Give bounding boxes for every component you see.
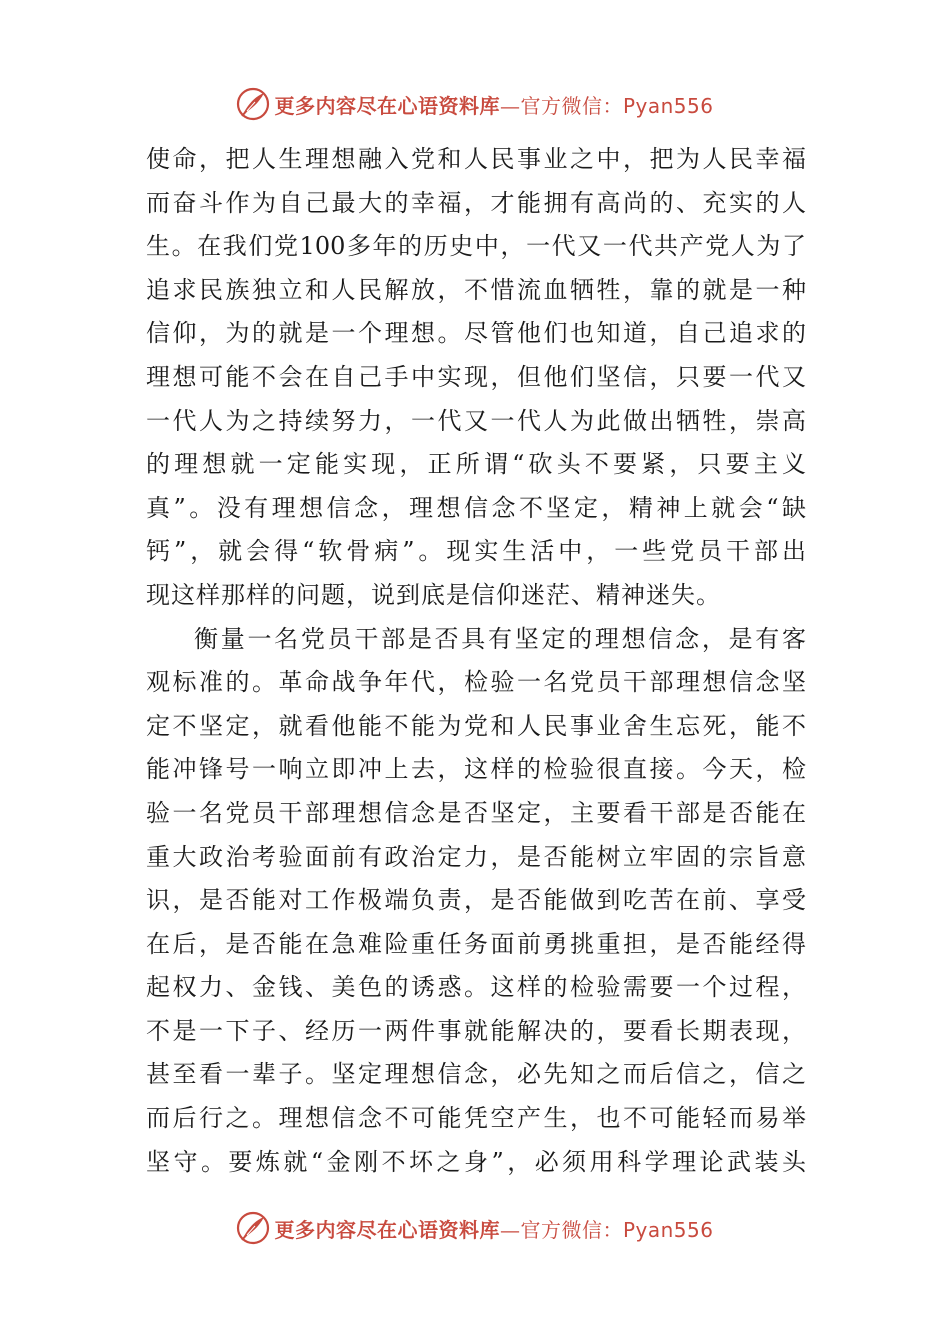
text-line: 定不坚定，就看他能不能为党和人民事业舍生忘死，能不 (146, 711, 806, 740)
header-brand: 更多内容尽在心语资料库 (274, 93, 500, 118)
text-line: 而奋斗作为自己最大的幸福，才能拥有高尚的、充实的人 (146, 188, 806, 217)
footer-wechat: 官方微信：Pyan556 (520, 1217, 714, 1242)
text-line: 理想可能不会在自己手中实现，但他们坚信，只要一代又 (146, 362, 806, 391)
text-line: 验一名党员干部理想信念是否坚定，主要看干部是否能在 (146, 798, 806, 827)
text-line: 现这样那样的问题，说到底是信仰迷茫、精神迷失。 (146, 580, 721, 609)
paragraph-2 (146, 618, 806, 1185)
text-line: 的理想就一定能实现，正所谓“砍头不要紧，只要主义 (146, 450, 806, 479)
footer-dash: — (499, 1217, 521, 1242)
text-line: 衡量一名党员干部是否具有坚定的理想信念，是有客 (194, 624, 806, 653)
header-banner (0, 84, 950, 124)
text-line: 识，是否能对工作极端负责，是否能做到吃苦在前、享受 (146, 886, 806, 915)
footer-brand: 更多内容尽在心语资料库 (274, 1217, 500, 1242)
text-line: 起权力、金钱、美色的诱惑。这样的检验需要一个过程， (146, 973, 806, 1002)
text-line: 信仰，为的就是一个理想。尽管他们也知道，自己追求的 (146, 319, 806, 348)
text-line: 使命，把人生理想融入党和人民事业之中，把为人民幸福 (146, 145, 806, 173)
text-line: 真”。没有理想信念，理想信念不坚定，精神上就会“缺 (146, 493, 806, 522)
text-line: 一代人为之持续努力，一代又一代人为此做出牺牲，崇高 (146, 406, 806, 435)
text-line: 追求民族独立和人民解放，不惜流血牺牲，靠的就是一种 (146, 275, 806, 304)
footer-banner-text (274, 1214, 713, 1243)
text-line: 而后行之。理想信念不可能凭空产生，也不可能轻而易举 (146, 1104, 806, 1133)
text-line: 不是一下子、经历一两件事就能解决的，要看长期表现， (146, 1016, 806, 1045)
paragraph-1 (146, 138, 806, 618)
text-line: 在后，是否能在急难险重任务面前勇挑重担，是否能经得 (146, 929, 806, 958)
header-dash: — (499, 93, 521, 118)
quill-logo-icon (236, 87, 270, 121)
quill-logo-icon (236, 1211, 270, 1245)
header-wechat: 官方微信：Pyan556 (520, 93, 714, 118)
text-line: 坚守。要炼就“金刚不坏之身”，必须用科学理论武装头 (146, 1147, 806, 1176)
document-body (146, 138, 806, 1184)
text-line: 能冲锋号一响立即冲上去，这样的检验很直接。今天，检 (146, 755, 806, 784)
footer-banner (0, 1208, 950, 1248)
text-line: 重大政治考验面前有政治定力，是否能树立牢固的宗旨意 (146, 842, 806, 871)
text-line: 甚至看一辈子。坚定理想信念，必先知之而后信之，信之 (146, 1060, 806, 1089)
header-banner-text (274, 90, 713, 119)
text-line: 观标准的。革命战争年代，检验一名党员干部理想信念坚 (146, 668, 806, 697)
text-line: 钙”，就会得“软骨病”。现实生活中，一些党员干部出 (146, 537, 806, 566)
text-line: 生。在我们党100多年的历史中，一代又一代共产党人为了 (146, 232, 806, 261)
